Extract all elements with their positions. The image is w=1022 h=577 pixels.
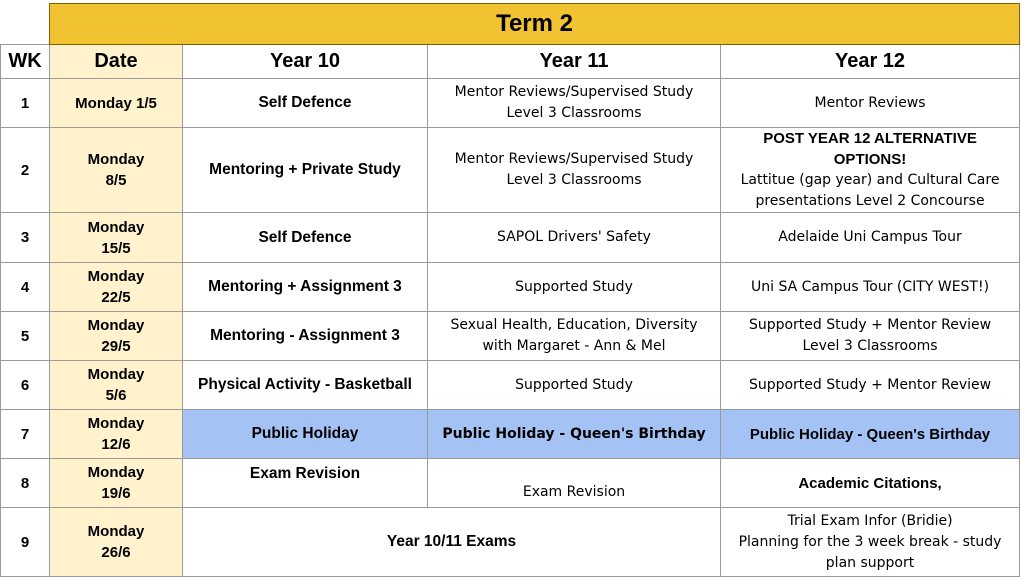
year11-cell[interactable] <box>428 361 721 410</box>
date-line: 26/6 <box>101 544 131 561</box>
table-row <box>1 508 1020 577</box>
wk-cell[interactable]: 3 <box>1 213 50 263</box>
year12-line: Supported Study + Mentor Review <box>748 317 992 333</box>
year11-line: Sexual Health, Education, Diversity <box>450 317 698 333</box>
wk-cell[interactable]: 1 <box>1 79 50 128</box>
date-line: Monday <box>87 151 145 168</box>
date-line: 22/5 <box>101 289 131 306</box>
year10-11-exams-cell[interactable]: Year 10/11 Exams <box>183 508 721 577</box>
year11-line: Level 3 Classrooms <box>506 105 642 121</box>
year10-cell[interactable]: Physical Activity - Basketball <box>183 361 428 410</box>
date-cell[interactable] <box>50 213 183 263</box>
year11-cell[interactable] <box>428 79 721 128</box>
date-line: Monday <box>87 366 145 383</box>
year10-cell[interactable]: Self Defence <box>183 213 428 263</box>
year10-cell[interactable]: Mentoring + Private Study <box>183 128 428 213</box>
table-row <box>1 361 1020 410</box>
date-line: Monday <box>87 317 145 334</box>
year12-line: Trial Exam Infor (Bridie) <box>787 512 953 529</box>
header-year11[interactable]: Year 11 <box>428 45 721 79</box>
year10-cell[interactable]: Mentoring - Assignment 3 <box>183 312 428 361</box>
year11-line: Exam Revision <box>522 484 626 500</box>
title-row <box>1 4 1020 45</box>
date-line: Monday <box>87 268 145 285</box>
date-line: Monday <box>87 218 145 236</box>
year11-cell[interactable] <box>428 128 721 213</box>
year10-cell[interactable]: Self Defence <box>183 79 428 128</box>
term-schedule-table <box>0 3 1020 577</box>
wk-cell[interactable]: 2 <box>1 128 50 213</box>
table-row <box>1 312 1020 361</box>
date-line: 8/5 <box>105 172 127 189</box>
date-cell[interactable] <box>50 361 183 410</box>
year12-cell[interactable] <box>721 213 1020 263</box>
year12-line: Mentor Reviews <box>814 94 926 111</box>
date-line: Monday <box>87 464 145 481</box>
date-line: 19/6 <box>101 485 131 502</box>
date-cell[interactable] <box>50 263 183 312</box>
year12-cell[interactable] <box>721 128 1020 213</box>
date-line: 15/5 <box>101 239 131 257</box>
year11-cell[interactable] <box>428 312 721 361</box>
header-year10[interactable]: Year 10 <box>183 45 428 79</box>
year11-line: with Margaret - Ann & Mel <box>482 338 666 354</box>
year12-line: presentations Level 2 Concourse <box>755 193 985 209</box>
date-cell[interactable] <box>50 459 183 508</box>
wk-cell[interactable]: 4 <box>1 263 50 312</box>
date-line: 12/6 <box>101 436 131 453</box>
term-title[interactable]: Term 2 <box>50 4 1020 45</box>
year11-line: Public Holiday - Queen's Birthday <box>442 425 706 442</box>
year12-cell[interactable] <box>721 508 1020 577</box>
year12-cell[interactable] <box>721 312 1020 361</box>
wk-cell[interactable]: 6 <box>1 361 50 410</box>
date-line: Monday <box>87 523 145 540</box>
year10-cell[interactable]: Public Holiday <box>183 410 428 459</box>
wk-cell[interactable]: 5 <box>1 312 50 361</box>
table-row <box>1 410 1020 459</box>
table-row <box>1 79 1020 128</box>
year11-line: Level 3 Classrooms <box>506 172 642 188</box>
year12-cell[interactable] <box>721 459 1020 508</box>
header-wk[interactable]: WK <box>1 45 50 79</box>
year12-cell[interactable] <box>721 79 1020 128</box>
year12-cell[interactable] <box>721 361 1020 410</box>
date-cell[interactable] <box>50 410 183 459</box>
table-row <box>1 459 1020 508</box>
wk-cell[interactable]: 7 <box>1 410 50 459</box>
year12-line: Public Holiday - Queen's Birthday <box>749 425 991 443</box>
year12-heading: POST YEAR 12 ALTERNATIVE OPTIONS! <box>763 130 977 168</box>
year12-line: Academic Citations, <box>798 474 942 492</box>
date-cell[interactable] <box>50 128 183 213</box>
year12-line: Lattitue (gap year) and Cultural Care <box>740 172 1000 188</box>
year11-line: SAPOL Drivers' Safety <box>497 229 651 245</box>
header-year12[interactable]: Year 12 <box>721 45 1020 79</box>
year10-cell[interactable]: Exam Revision <box>183 459 428 508</box>
wk-cell[interactable]: 9 <box>1 508 50 577</box>
year12-cell[interactable] <box>721 410 1020 459</box>
date-line: Monday <box>87 415 145 432</box>
year11-cell[interactable] <box>428 459 721 508</box>
year12-line: Uni SA Campus Tour (CITY WEST!) <box>750 278 990 295</box>
date-cell[interactable] <box>50 508 183 577</box>
date-cell[interactable] <box>50 312 183 361</box>
year12-line: plan support <box>825 554 915 571</box>
table-row <box>1 213 1020 263</box>
year11-line: Supported Study <box>515 376 633 393</box>
year11-cell[interactable] <box>428 410 721 459</box>
year12-line: Supported Study + Mentor Review <box>748 376 992 393</box>
year10-cell[interactable]: Mentoring + Assignment 3 <box>183 263 428 312</box>
wk-cell[interactable]: 8 <box>1 459 50 508</box>
table-row <box>1 263 1020 312</box>
corner-cell <box>1 4 50 45</box>
year11-cell[interactable] <box>428 263 721 312</box>
table-row <box>1 128 1020 213</box>
year12-line: Adelaide Uni Campus Tour <box>778 229 962 245</box>
year11-line: Supported Study <box>515 278 633 295</box>
header-date[interactable]: Date <box>50 45 183 79</box>
date-cell[interactable] <box>50 79 183 128</box>
year11-line: Mentor Reviews/Supervised Study <box>454 151 694 167</box>
date-line: Monday 1/5 <box>75 94 157 112</box>
year12-line: Planning for the 3 week break - study <box>738 533 1002 550</box>
date-line: 5/6 <box>105 387 127 404</box>
header-row <box>1 45 1020 79</box>
year12-line: Level 3 Classrooms <box>802 338 938 354</box>
date-line: 29/5 <box>101 338 131 355</box>
year11-line: Mentor Reviews/Supervised Study <box>454 84 694 100</box>
year11-cell[interactable] <box>428 213 721 263</box>
year12-cell[interactable] <box>721 263 1020 312</box>
